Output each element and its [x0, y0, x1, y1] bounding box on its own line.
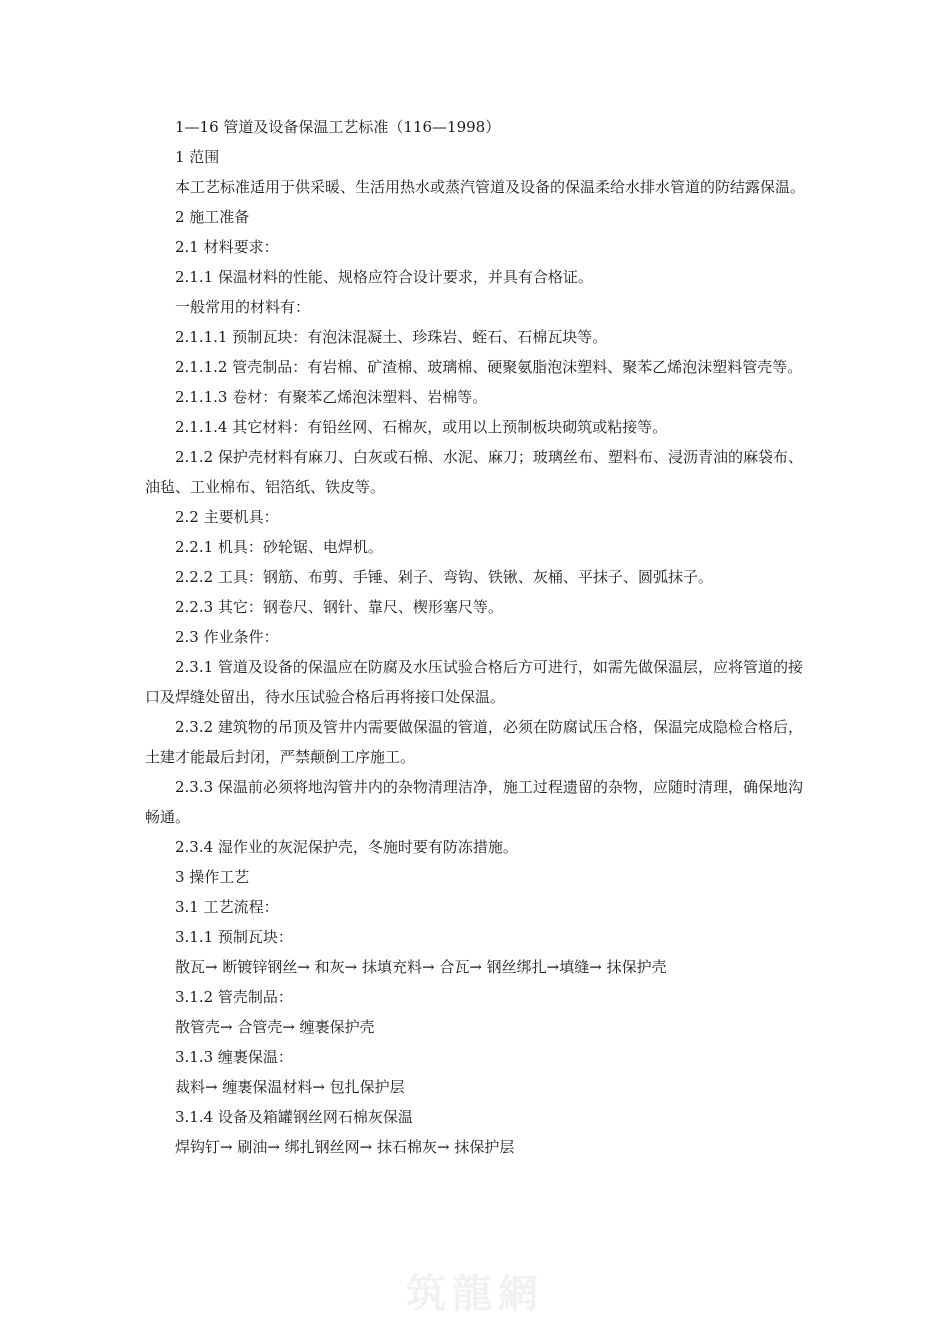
process-flow: 裁料→ 缠裹保温材料→ 包扎保护层 [175, 1078, 405, 1096]
subsection-heading: 2.1 材料要求： [175, 238, 279, 256]
watermark-logo: 筑龍網 [406, 1270, 544, 1317]
process-flow: 散管壳→ 合管壳→ 缠裹保护壳 [175, 1018, 375, 1036]
paragraph: 2.1.2 保护壳材料有麻刀、白灰或石棉、水泥、麻刀；玻璃丝布、塑料布、浸沥青油的麻袋布、油毡、工业棉布、铝箔纸、铁皮等。 [145, 448, 803, 496]
paragraph: 3.1.1 预制瓦块： [175, 928, 293, 946]
paragraph: 一般常用的材料有： [175, 298, 311, 316]
paragraph: 2.1.1.1 预制瓦块：有泡沫混凝土、珍珠岩、蛭石、石棉瓦块等。 [175, 328, 608, 346]
paragraph: 2.1.1.2 管壳制品：有岩棉、矿渣棉、玻璃棉、硬聚氨脂泡沫塑料、聚苯乙烯泡沫塑料管壳等。 [175, 358, 803, 376]
section-heading: 3 操作工艺 [175, 868, 250, 886]
paragraph: 2.1.1.4 其它材料：有铅丝网、石棉灰，或用以上预制板块砌筑或粘接等。 [175, 418, 668, 436]
process-flow: 散瓦→ 断镀锌钢丝→ 和灰→ 抹填充料→ 合瓦→ 钢丝绑扎→填缝→ 抹保护壳 [175, 958, 667, 976]
document-body [145, 112, 807, 1162]
process-flow: 焊钩钉→ 刷油→ 绑扎钢丝网→ 抹石棉灰→ 抹保护层 [175, 1138, 515, 1156]
paragraph: 2.3.3 保温前必须将地沟管井内的杂物清理洁净，施工过程遗留的杂物，应随时清理，确保地沟畅通。 [145, 778, 803, 826]
subsection-heading: 2.3 作业条件： [175, 628, 279, 646]
paragraph: 2.2.2 工具：钢筋、布剪、手锤、剁子、弯钩、铁锹、灰桶、平抹子、圆弧抹子。 [175, 568, 713, 586]
paragraph: 3.1.2 管壳制品： [175, 988, 293, 1006]
section-heading: 2 施工准备 [175, 208, 250, 226]
paragraph: 3.1.3 缠裹保温： [175, 1048, 293, 1066]
paragraph: 2.2.3 其它：钢卷尺、钢针、靠尺、楔形塞尺等。 [175, 598, 503, 616]
subsection-heading: 2.2 主要机具： [175, 508, 279, 526]
paragraph: 本工艺标准适用于供采暖、生活用热水或蒸汽管道及设备的保温柔给水排水管道的防结露保温。 [175, 178, 806, 196]
subsection-heading: 3.1 工艺流程： [175, 898, 279, 916]
document-title: 1—16 管道及设备保温工艺标准（116—1998） [175, 118, 501, 136]
paragraph: 3.1.4 设备及箱罐钢丝网石棉灰保温 [175, 1108, 413, 1126]
paragraph: 2.1.1 保温材料的性能、规格应符合设计要求，并具有合格证。 [175, 268, 593, 286]
section-heading: 1 范围 [175, 148, 220, 166]
paragraph: 2.1.1.3 卷材：有聚苯乙烯泡沫塑料、岩棉等。 [175, 388, 488, 406]
paragraph: 2.2.1 机具：砂轮锯、电焊机。 [175, 538, 383, 556]
paragraph: 2.3.1 管道及设备的保温应在防腐及水压试验合格后方可进行，如需先做保温层，应将管道的接口及焊缝处留出，待水压试验合格后再将接口处保温。 [145, 658, 803, 706]
paragraph: 2.3.4 湿作业的灰泥保护壳，冬施时要有防冻措施。 [175, 838, 518, 856]
paragraph: 2.3.2 建筑物的吊顶及管井内需要做保温的管道，必须在防腐试压合格，保温完成隐检合格后，土建才能最后封闭，严禁颠倒工序施工。 [145, 718, 803, 766]
